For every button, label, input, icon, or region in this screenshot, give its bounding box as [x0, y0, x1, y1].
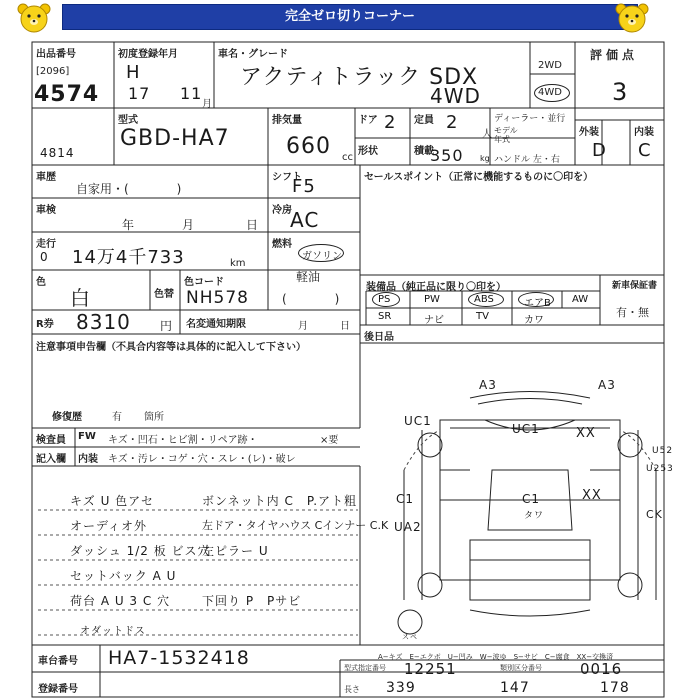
- car-name: アクティトラック SDX: [240, 65, 479, 90]
- diagram-mark: タワ: [524, 511, 545, 521]
- remark-line: 左ピラー U: [202, 544, 269, 558]
- displacement-value: 660: [286, 134, 331, 159]
- model-year-label: モデル年式: [494, 126, 518, 144]
- inspection-year-unit: 年: [122, 218, 135, 232]
- repair-value: 有: [112, 412, 122, 423]
- drive-2wd: 2WD: [538, 60, 562, 71]
- score-label: 評価点: [590, 48, 639, 62]
- color-value: 白: [70, 286, 91, 310]
- diagram-mark: C1: [522, 492, 541, 506]
- remark-line: セットバック A U: [70, 569, 177, 583]
- diagram-mark: A3: [479, 378, 497, 392]
- warranty-label: 新車保証書: [612, 281, 658, 291]
- first-reg-month: 11: [180, 84, 203, 103]
- mileage-label: 走行: [36, 239, 56, 250]
- diagram-mark: CK: [646, 508, 663, 521]
- height-value: 178: [600, 680, 630, 696]
- inspection-day-unit: 日: [246, 218, 259, 232]
- model-code-value: 12251: [404, 660, 457, 678]
- diagram-mark: U52: [652, 446, 674, 456]
- lot-number: 4574: [34, 82, 100, 107]
- history-label: 車歴: [36, 172, 56, 183]
- drive-4wd: 4WD: [538, 87, 562, 98]
- first-reg-month-unit: 月: [202, 99, 212, 110]
- shift-value: F5: [292, 176, 316, 197]
- fuel-label: 燃料: [272, 239, 292, 250]
- remark-line: 左ドア・タイヤハウス Cインナー C.K: [202, 519, 389, 532]
- load-value: 350: [430, 146, 464, 165]
- first-reg-year: 17: [128, 84, 151, 103]
- transfer-label: 名変通知期限: [186, 319, 246, 330]
- inspection-month-unit: 月: [182, 218, 195, 232]
- mileage-value: 14万4千733: [72, 247, 185, 268]
- notes-label: 注意事項申告欄（不具合内容等は具体的に記入して下さい）: [36, 342, 306, 353]
- diagram-mark: XX: [576, 426, 596, 441]
- ac-value: AC: [290, 208, 320, 232]
- inspector-label-1: 検査員: [36, 435, 66, 446]
- recycle-label: R券: [36, 319, 54, 330]
- transfer-day-unit: 日: [340, 321, 350, 332]
- sales-point-label: セールスポイント（正常に機能するものに〇印を）: [364, 172, 594, 183]
- capacity-label: 定員: [414, 115, 434, 126]
- doors-label: ドア: [358, 115, 378, 126]
- rear-date-label: 後日品: [364, 332, 394, 343]
- capacity-value: 2: [446, 112, 459, 133]
- mileage-prefix: 0: [40, 250, 49, 264]
- warranty-value: 有・無: [616, 306, 649, 319]
- diagram-mark: C1: [396, 492, 415, 506]
- fuel-gas: ガソリン: [302, 251, 342, 262]
- registration-label: 登録番号: [38, 684, 78, 695]
- diagram-mark: A3: [598, 378, 616, 392]
- history-value: 自家用・( ): [76, 182, 182, 196]
- banner-title: 完全ゼロ切りコーナー: [62, 4, 638, 30]
- equip-sr: SR: [378, 311, 392, 322]
- first-reg-era: H: [126, 62, 141, 83]
- fuel-diesel: 軽油: [296, 270, 321, 284]
- remark-line: 荷台 A U 3 C 穴: [70, 594, 171, 608]
- lot-label: 出品番号: [36, 49, 76, 60]
- length-label: 長さ: [344, 685, 360, 694]
- inspector-fw: FW: [78, 431, 96, 442]
- class-code-value: 0016: [580, 660, 623, 678]
- dealer-label: ディーラー・並行: [494, 114, 566, 124]
- length-value: 339: [386, 680, 416, 696]
- inspector-fw-items: キズ・凹石・ヒビ割・リペア跡・: [108, 435, 258, 446]
- color-code-label: 色コード: [184, 277, 224, 288]
- int-value: C: [638, 140, 652, 161]
- load-label: 積載: [414, 146, 434, 157]
- fuel-paren: ( ): [282, 292, 340, 306]
- remark-line: キズ U 色アセ: [70, 494, 155, 508]
- remark-line: オーディオ外: [70, 519, 148, 533]
- ac-label: 冷房: [272, 205, 292, 216]
- color-tone-label: 色替: [154, 289, 174, 300]
- car-grade: 4WD: [430, 84, 481, 108]
- displacement-label: 排気量: [272, 115, 302, 126]
- model-label: 型式: [118, 115, 138, 126]
- diagram-mark: スペ: [402, 633, 418, 641]
- repair-label: 修復歴: [52, 412, 82, 423]
- equip-leather: カワ: [524, 315, 544, 326]
- inspector-label-2: 記入欄: [36, 454, 66, 465]
- load-unit: kg: [480, 154, 490, 163]
- capacity-unit: 人: [482, 129, 492, 140]
- handle-label: ハンドル 左・右: [494, 155, 560, 165]
- recycle-value: 8310: [76, 310, 131, 334]
- equip-navi: ナビ: [424, 315, 444, 326]
- inspection-label: 車検: [36, 205, 56, 216]
- width-value: 147: [500, 680, 530, 696]
- chassis-value: HA7-1532418: [108, 647, 250, 669]
- equip-airbag: エアB: [524, 298, 551, 309]
- shift-label: シフト: [272, 172, 302, 183]
- doors-value: 2: [384, 112, 397, 133]
- inspector-in-items: キズ・汚レ・コゲ・穴・スレ・(レ)・破レ: [108, 454, 296, 465]
- equip-abs: ABS: [474, 294, 494, 305]
- diagram-mark: UC1: [512, 422, 540, 436]
- shape-label: 形状: [358, 146, 378, 157]
- diagram-mark: U253: [646, 464, 674, 474]
- lot-extra: 4814: [40, 146, 75, 160]
- equip-ps: PS: [378, 294, 391, 305]
- model-code-label: 型式指定番号: [344, 664, 386, 672]
- repair-parts: 箇所: [144, 412, 164, 423]
- color-label: 色: [36, 277, 46, 288]
- equip-aw: AW: [572, 294, 589, 305]
- recycle-unit: 円: [160, 319, 173, 333]
- equipment-label: 装備品（純正品に限り〇印を）: [366, 282, 506, 293]
- displacement-unit: cc: [342, 152, 353, 163]
- remark-line: ダッシュ 1/2 板 ビス穴: [70, 544, 211, 558]
- color-code-value: NH578: [186, 288, 249, 308]
- mileage-unit: km: [230, 258, 246, 269]
- diagram-mark: UC1: [404, 414, 432, 428]
- ext-label: 外装: [579, 127, 599, 138]
- remark-line: オダットドス: [80, 626, 146, 637]
- class-code-label: 類別区分番号: [500, 664, 542, 672]
- diagram-mark: XX: [582, 488, 602, 503]
- int-label: 内装: [634, 127, 654, 138]
- car-name-label: 車名・グレード: [218, 49, 288, 60]
- model-value: GBD-HA7: [120, 126, 230, 151]
- equip-pw: PW: [424, 294, 440, 305]
- diagram-mark: UA2: [394, 520, 422, 534]
- transfer-month-unit: 月: [298, 321, 308, 332]
- first-reg-label: 初度登録年月: [118, 49, 178, 60]
- remark-line: ボンネット内 C P.アト粗: [202, 494, 358, 508]
- score-value: 3: [612, 78, 629, 106]
- damage-legend: A−キズ E−エクボ U−凹み W−波ゆ S−サビ C−腐食 XX−交換済: [378, 653, 614, 661]
- equip-tv: TV: [476, 311, 489, 322]
- inspector-fw-end: ×要: [320, 435, 339, 446]
- ext-value: D: [592, 140, 607, 161]
- chassis-label: 車台番号: [38, 656, 78, 667]
- remark-line: 下回り P Pサビ: [202, 594, 302, 608]
- lot-code: [2096]: [36, 66, 70, 77]
- inspector-interior: 内装: [78, 454, 98, 465]
